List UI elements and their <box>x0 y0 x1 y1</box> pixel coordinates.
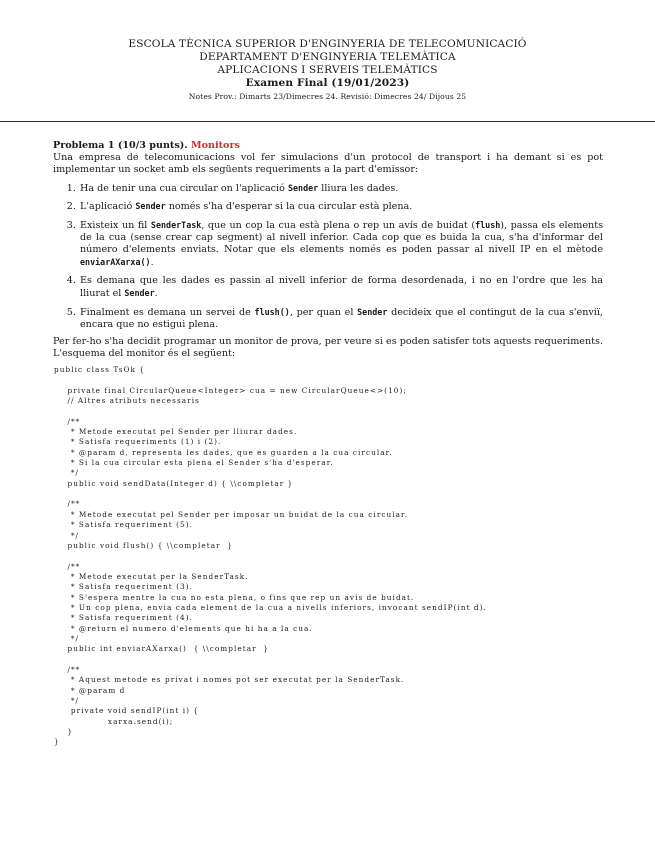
problem-statement <box>53 140 603 360</box>
inline-code: Sender <box>357 306 388 317</box>
course-name: APLICACIONS I SERVEIS TELEMÀTICS <box>217 64 438 76</box>
inline-code: flush() <box>254 306 290 317</box>
requirement-text: L'aplicació <box>80 201 136 213</box>
inline-code: flush <box>475 219 501 230</box>
header-divider <box>0 121 655 122</box>
inline-code: enviarAXarxa() <box>80 257 151 268</box>
requirement-text: Ha de tenir una cua circular on l'aplicació <box>80 182 288 194</box>
inline-code: Sender <box>124 288 155 299</box>
requirement-text: , que un cop la cua està plena o rep un avís de buidat ( <box>201 219 476 231</box>
department-name: DEPARTAMENT D'ENGINYERIA TELEMÀTICA <box>199 51 456 63</box>
requirement-text: lliura les dades. <box>318 182 399 194</box>
inline-code: Sender <box>287 182 319 193</box>
requirements-list <box>53 182 603 332</box>
school-name: ESCOLA TÈCNICA SUPERIOR D'ENGINYERIA DE TELECOMUNICACIÓ <box>128 38 527 50</box>
exam-title: Examen Final (19/01/2023) <box>245 77 410 89</box>
requirement-text: Es demana que les dades es passin al nivell inferior de forma desordenada, i no en l'ordre que les ha lliurat el <box>80 275 603 300</box>
requirement-text: Existeix un fil <box>80 219 151 231</box>
problem-intro: Una empresa de telecomunicacions vol fer simulacions d'un protocol de transport i ha demant si es pot implementar un socket amb els següents requeriments a la part d'emissor: <box>53 152 603 176</box>
requirement-text: . <box>154 288 158 300</box>
inline-code: Sender <box>135 201 166 212</box>
requirement-text: . <box>150 257 154 269</box>
problem-outro: Per fer-ho s'ha decidit programar un monitor de prova, per veure si es poden satisfer tots aquests requeriments. L'esquema del monitor és el següent: <box>53 335 603 359</box>
problem-title-prefix: Problema 1 (10/3 punts). <box>53 140 188 151</box>
problem-topic: Monitors <box>190 140 240 151</box>
inline-code: SenderTask <box>150 219 202 230</box>
exam-header <box>0 38 655 103</box>
code-listing: public class TsOk { private final CircularQueue<Integer> cua = new CircularQueue<>(10); // Altres atributs necessaris /** * Metode executat pel Sender per lliurar dades. * Satisfa requeriments (1) i (2). * @param d, representa les dades, que es guarden a la cua circular. * Si la cua circular esta plena el Sender s'ha d'esperar. */ public void sendData(Integer d) { \\completar } /** * Metode executat pel Sender per imposar un buidat de la cua circular. * Satisfa requeriment (5). */ public void flush() { \\completar } /** * Metode executat per la SenderTask. * Satisfa requeriment (3). * S'espera mentre la cua no esta plena, o fins que rep un avis de buidat. * Un cop plena, envia cada element de la cua a nivells inferiors, invocant sendIP(int d). * Satisfa requeriment (4). * @return el numero d'elements que hi ha a la cua. */ public int enviarAXarxa() { \\completar } /** * Aquest metode es privat i nomes pot ser executat per la SenderTask. * @param d */ private void sendIP(int i) { xarxa.send(i); } } <box>54 365 487 747</box>
requirement-3 <box>79 219 603 270</box>
requirement-text: decideix que el contingut de la cua s'enviï, encara que no estigui plena. <box>80 306 603 330</box>
requirement-5 <box>79 306 603 331</box>
requirement-2 <box>79 200 603 213</box>
grade-dates-note: Notes Prov.: Dimarts 23/Dimecres 24. Revisió: Dimecres 24/ Dijous 25 <box>188 92 467 101</box>
requirement-text: només s'ha d'esperar si la cua circular està plena. <box>165 201 413 213</box>
requirement-4 <box>79 275 603 300</box>
requirement-text: ), passa els elements de la cua (sense crear cap segment) al nivell inferior. Cada cop que es buida la cua, s'ha d'informar del número d'elements enviats. Notar que els elements només es poden passar al nivell IP en el mètode <box>80 219 603 256</box>
requirement-text: Finalment es demana un servei de <box>80 306 255 318</box>
requirement-1 <box>79 182 603 195</box>
requirement-text: , per quan el <box>289 306 358 318</box>
problem-title <box>53 140 603 152</box>
